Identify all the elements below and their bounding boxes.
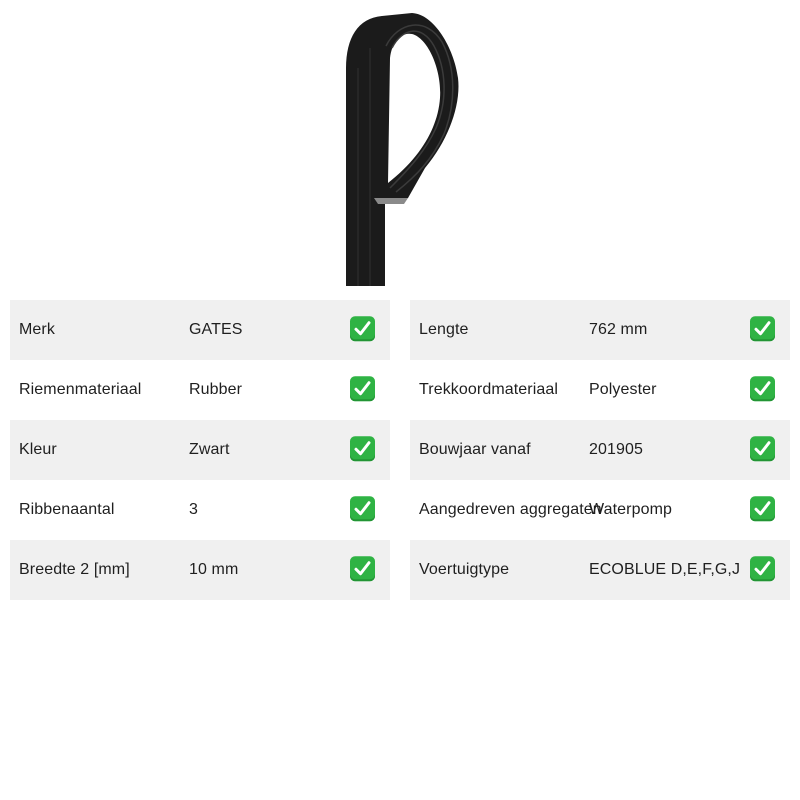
check-mark-icon	[750, 376, 775, 401]
spec-row	[10, 300, 390, 360]
spec-label: Ribbenaantal	[19, 501, 115, 518]
spec-value: 10 mm	[189, 561, 239, 578]
spec-value: Waterpomp	[589, 501, 673, 518]
spec-label: Voertuigtype	[419, 561, 510, 578]
spec-row	[410, 540, 790, 600]
spec-value: ECOBLUE D,E,F,G,J	[589, 561, 741, 578]
spec-row	[10, 420, 390, 480]
spec-value: GATES	[189, 321, 243, 338]
spec-value: Polyester	[589, 381, 657, 398]
check-mark-icon	[750, 316, 775, 341]
check-mark-icon	[350, 556, 375, 581]
check-mark-icon	[750, 436, 775, 461]
spec-value: 3	[189, 501, 198, 518]
spec-row	[10, 480, 390, 540]
check-mark-icon	[750, 496, 775, 521]
spec-label: Bouwjaar vanaf	[419, 441, 531, 458]
spec-row	[410, 480, 790, 540]
spec-row	[10, 540, 390, 600]
spec-label: Trekkoordmateriaal	[419, 381, 559, 398]
spec-label: Merk	[19, 321, 55, 338]
check-mark-icon	[350, 376, 375, 401]
spec-label: Lengte	[419, 321, 469, 338]
spec-value: Zwart	[189, 441, 230, 458]
check-mark-icon	[350, 496, 375, 521]
spec-row	[410, 360, 790, 420]
check-mark-icon	[750, 556, 775, 581]
spec-label: Aangedreven aggregaten	[419, 501, 602, 518]
check-mark-icon	[350, 316, 375, 341]
spec-value: 201905	[589, 441, 643, 458]
v-belt-product-image	[330, 8, 470, 288]
spec-table-left	[10, 300, 390, 600]
spec-table-right	[410, 300, 790, 600]
spec-row	[10, 360, 390, 420]
spec-label: Riemenmateriaal	[19, 381, 142, 398]
spec-value: 762 mm	[589, 321, 648, 338]
spec-value: Rubber	[189, 381, 243, 398]
check-mark-icon	[350, 436, 375, 461]
spec-row	[410, 300, 790, 360]
spec-label: Kleur	[19, 441, 57, 458]
spec-label: Breedte 2 [mm]	[19, 561, 130, 578]
spec-row	[410, 420, 790, 480]
